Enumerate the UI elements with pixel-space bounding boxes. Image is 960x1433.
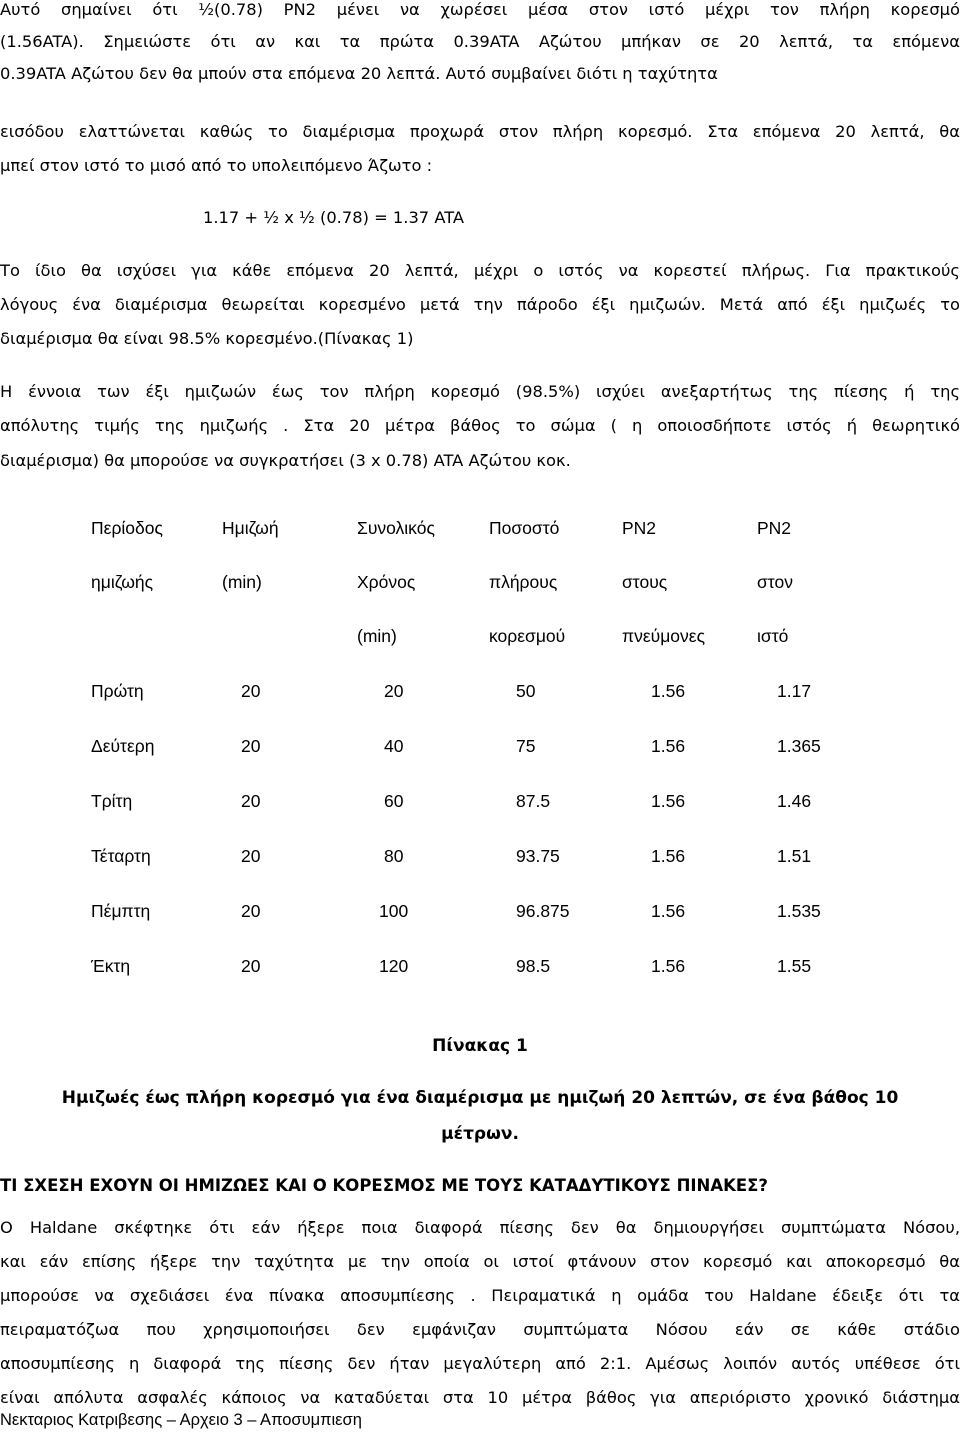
table-cell: 60: [384, 791, 404, 811]
table-header-cell: Περίοδος: [91, 518, 163, 538]
paragraph-2-line-2: λόγους ένα διαμέρισμα θεωρείται κορεσμένο μετά την πάροδο έξι ημιζωών. Μετά από έξι ημιζωές το: [0, 295, 960, 314]
table-header-cell: πλήρους: [489, 572, 558, 592]
table-cell: 1.56: [651, 736, 686, 756]
table-cell: 40: [384, 736, 404, 756]
table-cell: 1.56: [651, 956, 686, 976]
paragraph-4-line-6: είναι απόλυτα ασφαλές κάποιος να καταδύεται στα 10 μέτρα βάθος για απεριόριστο χρονικό διάστημα: [0, 1388, 960, 1407]
paragraph-1-line-4: εισόδου ελαττώνεται καθώς το διαμέρισμα προχωρά στον πλήρη κορεσμό. Στα επόμενα 20 λεπτά, θα: [0, 122, 960, 141]
table-header-cell: πνεύμονες: [622, 626, 705, 646]
formula: 1.17 + ½ x ½ (0.78) = 1.37 ATA: [203, 208, 465, 227]
table-cell: 20: [241, 901, 261, 921]
paragraph-2-line-1: Το ίδιο θα ισχύσει για κάθε επόμενα 20 λεπτά, μέχρι ο ιστός να κορεστεί πλήρως. Για πρακτικούς: [0, 261, 960, 280]
table-cell: 100: [379, 901, 409, 921]
table-header-cell: (min): [222, 572, 262, 592]
table-cell: 120: [379, 956, 409, 976]
table-cell: 1.365: [777, 736, 821, 756]
paragraph-3-line-3: διαμέρισμα) θα μπορούσε να συγκρατήσει (3 x 0.78) ATA Αζώτου κοκ.: [0, 451, 571, 470]
table-cell: 1.17: [777, 681, 812, 701]
table-header-cell: Συνολικός: [357, 518, 435, 538]
table-cell: 1.56: [651, 846, 686, 866]
table-cell: 1.56: [651, 901, 686, 921]
paragraph-3-line-2: απόλυτης τιμής της ημιζωής . Στα 20 μέτρα βάθος το σώμα ( η οποιοσδήποτε ιστός ή θεωρητικό: [0, 416, 960, 435]
table-cell: 20: [241, 956, 261, 976]
table-cell: 96.875: [516, 901, 570, 921]
table-cell: Έκτη: [91, 956, 131, 976]
table-cell: Δεύτερη: [91, 736, 155, 756]
table-cell: 1.56: [651, 791, 686, 811]
table-header-cell: (min): [357, 626, 397, 646]
table-header-cell: Ημιζωή: [222, 518, 279, 538]
table-cell: 50: [516, 681, 536, 701]
table-cell: 93.75: [516, 846, 560, 866]
table-header-cell: στους: [622, 572, 668, 592]
paragraph-2-line-3: διαμέρισμα θα είναι 98.5% κορεσμένο.(Πίνακας 1): [0, 329, 414, 348]
paragraph-4-line-5: αποσυμπίεσης η διαφορά της πίεσης δεν ήταν μεγαλύτερη από 2:1. Αμέσως λοιπόν αυτός υπέθεσε ότι: [0, 1354, 960, 1373]
table-cell: 1.46: [777, 791, 812, 811]
table-cell: 20: [241, 736, 261, 756]
paragraph-1-line-5: μπεί στον ιστό το μισό από το υπολειπόμενο Άζωτο :: [0, 156, 433, 175]
table-cell: 75: [516, 736, 536, 756]
table-header-cell: PN2: [622, 518, 657, 538]
page-footer: Νεκταριος Κατριβεσης – Αρχειο 3 – Αποσυμπιεση: [0, 1411, 362, 1429]
table-cell: 20: [384, 681, 404, 701]
table-cell: 1.51: [777, 846, 812, 866]
table-header-cell: ημιζωής: [91, 572, 154, 592]
table-caption-line-2: μέτρων.: [441, 1124, 519, 1144]
table-header-cell: Χρόνος: [357, 572, 416, 592]
table-cell: Πέμπτη: [91, 901, 151, 921]
paragraph-4-line-2: και εάν επίσης ήξερε την ταχύτητα με την οποία οι ιστοί φτάνουν στον κορεσμό και αποκορεσμό θα: [0, 1252, 960, 1271]
table-caption-label: Πίνακας 1: [432, 1036, 528, 1056]
table-cell: 20: [241, 791, 261, 811]
paragraph-1-line-1: Αυτό σημαίνει ότι ½(0.78) PN2 μένει να χωρέσει μέσα στον ιστό μέχρι τον πλήρη κορεσμό: [0, 0, 960, 19]
paragraph-3-line-1: Η έννοια των έξι ημιζωών έως τον πλήρη κορεσμό (98.5%) ισχύει ανεξαρτήτως της πίεσης ή της: [0, 382, 960, 401]
table-cell: 20: [241, 681, 261, 701]
table-header-cell: κορεσμού: [489, 626, 566, 646]
paragraph-4-line-1: Ο Haldane σκέφτηκε ότι εάν ήξερε ποια διαφορά πίεσης δεν θα δημιουργήσει συμπτώματα Νόσου,: [0, 1218, 960, 1237]
paragraph-4-line-4: πειραματόζωα που χρησιμοποιήσει δεν εμφάνιζαν συμπτώματα Νόσου εάν σε κάθε στάδιο: [0, 1320, 960, 1339]
section-heading: ΤΙ ΣΧΕΣΗ ΕΧΟΥΝ ΟΙ ΗΜΙΖΩΕΣ ΚΑΙ Ο ΚΟΡΕΣΜΟΣ ΜΕ ΤΟΥΣ ΚΑΤΑΔΥΤΙΚΟΥΣ ΠΙΝΑΚΕΣ?: [0, 1176, 768, 1195]
table-cell: Τρίτη: [91, 791, 133, 811]
table-cell: 1.55: [777, 956, 812, 976]
table-cell: 98.5: [516, 956, 551, 976]
table-cell: 1.535: [777, 901, 821, 921]
paragraph-1-line-2: (1.56ATA). Σημειώστε ότι αν και τα πρώτα 0.39ATA Αζώτου μπήκαν σε 20 λεπτά, τα επόμενα: [0, 32, 960, 51]
table-caption-line-1: Ημιζωές έως πλήρη κορεσμό για ένα διαμέρισμα με ημιζωή 20 λεπτών, σε ένα βάθος 10: [61, 1088, 899, 1108]
table-cell: 80: [384, 846, 404, 866]
table-header-cell: στον: [757, 572, 793, 592]
table-header-cell: Ποσοστό: [489, 518, 560, 538]
table-header-cell: ιστό: [757, 626, 789, 646]
paragraph-1-line-3: 0.39ATA Αζώτου δεν θα μπούν στα επόμενα 20 λεπτά. Αυτό συμβαίνει διότι η ταχύτητα: [0, 64, 718, 83]
table-cell: Πρώτη: [91, 681, 144, 701]
table-cell: 1.56: [651, 681, 686, 701]
table-cell: 87.5: [516, 791, 551, 811]
table-cell: 20: [241, 846, 261, 866]
table-header-cell: PN2: [757, 518, 792, 538]
table-cell: Τέταρτη: [91, 846, 151, 866]
paragraph-4-line-3: μπορούσε να σχεδιάσει ένα πίνακα αποσυμπίεσης . Πειραματικά η ομάδα του Haldane έδειξε ότι τα: [0, 1286, 960, 1305]
